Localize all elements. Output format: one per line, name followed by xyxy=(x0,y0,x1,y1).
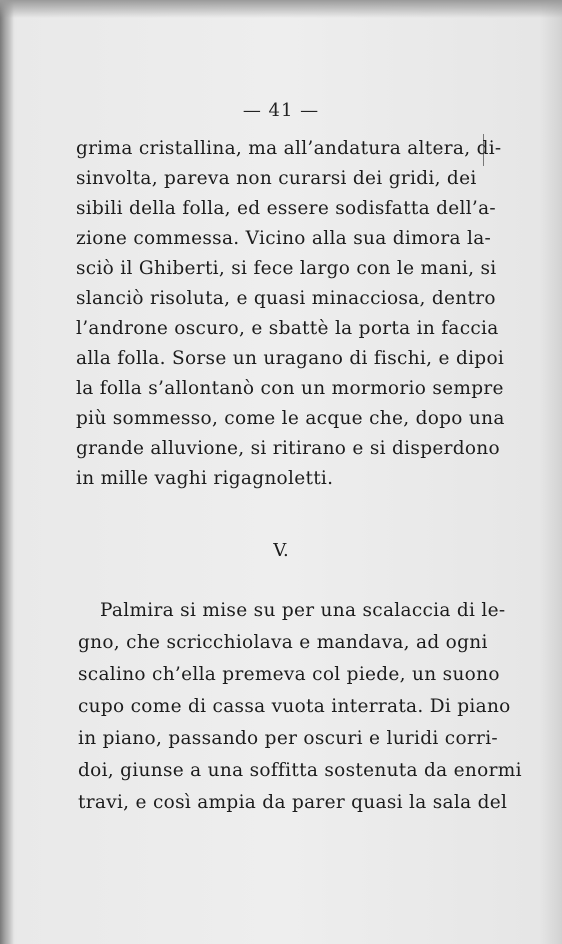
text-line: l’androne oscuro, e sbattè la porta in faccia xyxy=(76,318,499,339)
text-line: gno, che scricchiolava e mandava, ad ogni xyxy=(78,632,488,653)
text-line: grima cristallina, ma all’andatura altera, di- xyxy=(76,138,502,159)
text-line: grande alluvione, si ritirano e si disperdono xyxy=(76,438,500,459)
text-line: travi, e così ampia da parer quasi la sala del xyxy=(78,792,508,813)
section-heading: V. xyxy=(273,540,289,561)
text-line: doi, giunse a una soffitta sostenuta da enormi xyxy=(78,760,522,781)
text-line: più sommesso, come le acque che, dopo una xyxy=(76,408,505,429)
text-line: scalino ch’ella premeva col piede, un suono xyxy=(78,664,500,685)
text-line: cupo come di cassa vuota interrata. Di piano xyxy=(78,696,511,717)
text-line: slanciò risoluta, e quasi minacciosa, dentro xyxy=(76,288,496,309)
text-line: in mille vaghi rigagnoletti. xyxy=(76,468,334,489)
text-line: sciò il Ghiberti, si fece largo con le mani, si xyxy=(76,258,497,279)
text-line: sinvolta, pareva non curarsi dei gridi, dei xyxy=(76,168,477,189)
text-line: alla folla. Sorse un uragano di fischi, e dipoi xyxy=(76,348,505,369)
text-line: in piano, passando per oscuri e luridi corri- xyxy=(78,728,498,749)
text-line: Palmira si mise su per una scalaccia di le- xyxy=(100,600,506,621)
text-line: sibili della folla, ed essere sodisfatta dell’a- xyxy=(76,198,496,219)
text-line: la folla s’allontanò con un mormorio sempre xyxy=(76,378,504,399)
page-number: — 41 — xyxy=(242,100,320,121)
text-line: zione commessa. Vicino alla sua dimora la- xyxy=(76,228,492,249)
